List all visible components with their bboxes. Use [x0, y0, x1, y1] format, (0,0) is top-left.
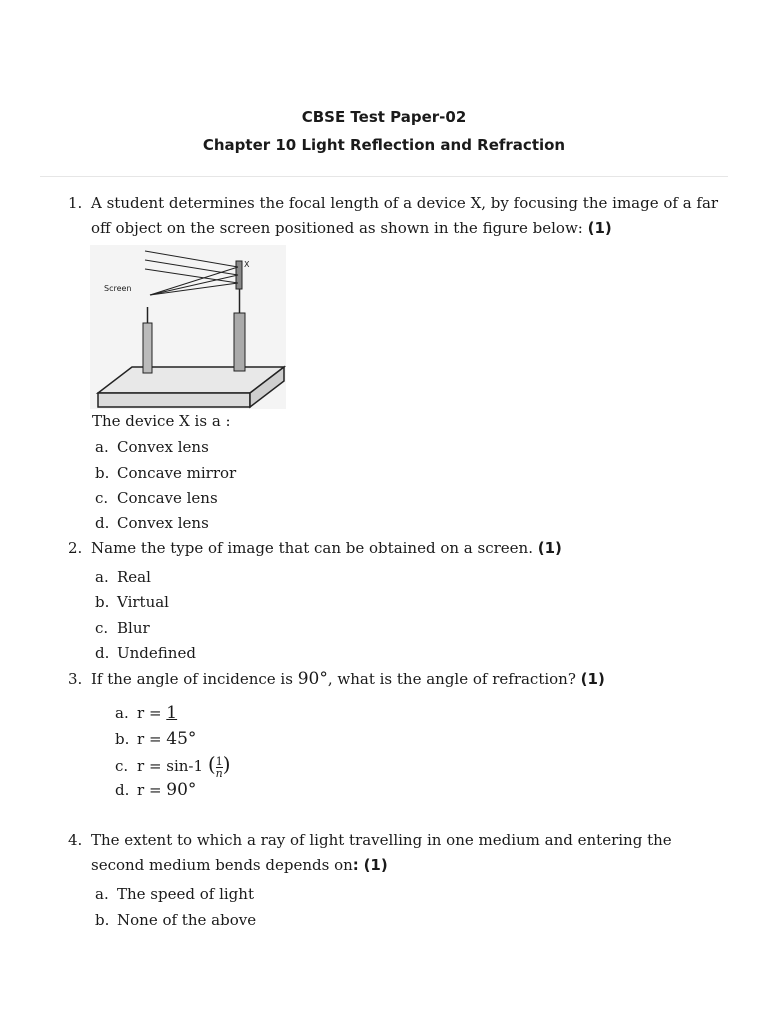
option-text: Undefined — [117, 644, 196, 662]
page-title: CBSE Test Paper-02 — [301, 108, 467, 126]
option-text: The speed of light — [117, 885, 254, 903]
question-text — [91, 667, 721, 692]
question-text — [91, 191, 721, 241]
fraction — [216, 756, 223, 779]
option-3c[interactable]: c. r = sin-1 ( $\frac{1}{n}$) — [115, 752, 231, 780]
fraction-denominator: n — [215, 766, 223, 780]
option-value: 45° — [166, 729, 197, 749]
question-3-text-after: , what is the angle of refraction? — [327, 670, 576, 688]
option-letter: a. — [95, 885, 109, 903]
option-4b[interactable] — [95, 910, 256, 930]
option-3b[interactable] — [115, 729, 196, 749]
option-1b[interactable] — [95, 463, 236, 483]
option-1c[interactable] — [95, 488, 218, 508]
option-letter: c. — [95, 619, 109, 637]
option-letter: b. — [95, 593, 110, 611]
option-text: Concave mirror — [117, 464, 237, 482]
option-text: Blur — [117, 619, 150, 637]
option-text: Concave lens — [117, 489, 218, 507]
option-2b[interactable] — [95, 592, 169, 612]
option-3d[interactable] — [115, 780, 196, 800]
option-value: 1 — [166, 703, 178, 723]
fraction-numerator: 1 — [215, 754, 223, 768]
option-2c[interactable] — [95, 618, 150, 638]
option-letter: a. — [95, 568, 109, 586]
option-4a[interactable] — [95, 884, 254, 904]
question-text — [91, 536, 721, 561]
option-2d[interactable] — [95, 643, 196, 663]
question-number: 4. — [68, 831, 83, 849]
marks-label: (1) — [587, 219, 612, 237]
marks-label: (1) — [580, 670, 605, 688]
experiment-figure — [90, 245, 286, 409]
option-letter: b. — [115, 730, 130, 748]
figure-label-x: X — [244, 260, 250, 269]
option-1d[interactable] — [95, 513, 209, 533]
option-prefix: r = sin-1 — [137, 757, 204, 775]
question-2-text: Name the type of image that can be obtained on a screen. — [91, 539, 533, 557]
option-text: Real — [117, 568, 151, 586]
marks-label: (1) — [537, 539, 562, 557]
chapter-subtitle: Chapter 10 Light Reflection and Refraction — [202, 136, 566, 154]
question-4-colon: : — [352, 856, 359, 874]
option-letter: c. — [95, 489, 109, 507]
option-2a[interactable] — [95, 567, 151, 587]
question-number: 3. — [68, 670, 83, 688]
option-text: Virtual — [117, 593, 169, 611]
option-letter: a. — [115, 704, 129, 722]
question-3-text-before: If the angle of incidence is — [91, 670, 293, 688]
question-number: 1. — [68, 194, 83, 212]
option-1a[interactable] — [95, 437, 209, 457]
question-1-text: A student determines the focal length of a device X, by focusing the image of a far off object on the screen positioned as shown in the figure below: — [91, 194, 719, 237]
option-value: 90° — [166, 780, 197, 800]
option-prefix: r = — [137, 781, 162, 799]
option-letter: d. — [95, 514, 110, 532]
option-letter: b. — [95, 911, 110, 929]
header-divider — [40, 176, 728, 177]
question-text — [91, 828, 721, 878]
marks-label: (1) — [363, 856, 388, 874]
question-number: 2. — [68, 539, 83, 557]
question-4-text: The extent to which a ray of light travelling in one medium and entering the second medium bends depends on — [91, 831, 672, 874]
option-text: Convex lens — [117, 514, 209, 532]
option-letter: d. — [95, 644, 110, 662]
option-letter: b. — [95, 464, 110, 482]
option-3a[interactable] — [115, 703, 177, 723]
option-text: Convex lens — [117, 438, 209, 456]
figure-label-screen: Screen — [104, 284, 132, 293]
question-1-stem: The device X is a : — [92, 412, 231, 430]
option-letter: c. — [115, 757, 129, 775]
option-text: None of the above — [117, 911, 257, 929]
option-prefix: r = — [137, 704, 162, 722]
option-letter: d. — [115, 781, 130, 799]
angle-value: 90° — [297, 669, 328, 689]
option-letter: a. — [95, 438, 109, 456]
option-prefix: r = — [137, 730, 162, 748]
